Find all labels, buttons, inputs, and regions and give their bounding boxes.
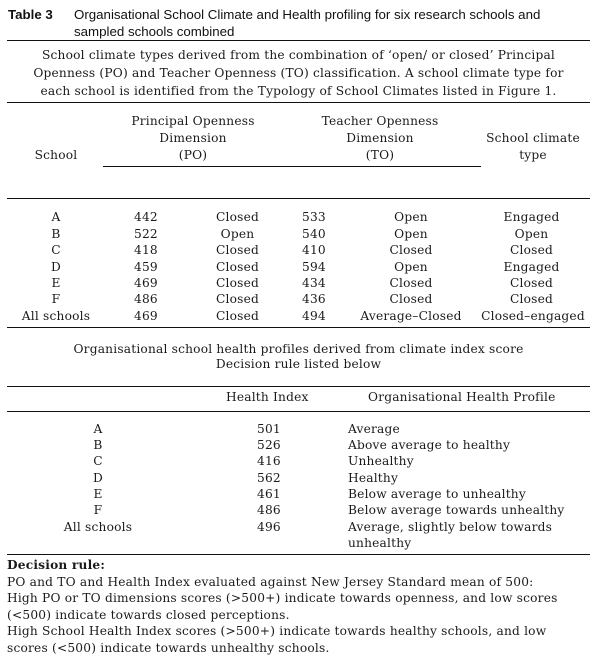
cell-to-class: Closed <box>389 243 433 257</box>
cell-school: All schools <box>63 520 133 534</box>
table-row-total <box>0 309 605 325</box>
header-type-line: type <box>519 148 547 162</box>
cell-po-score: 459 <box>134 260 158 274</box>
cell-po-class: Closed <box>215 292 260 306</box>
header-health-profile: Organisational Health Profile <box>368 390 556 404</box>
cell-school: A <box>51 210 61 224</box>
header-po-line: (PO) <box>178 148 208 162</box>
cell-climate-type: Engaged <box>503 260 560 274</box>
table-row <box>0 292 605 308</box>
cell-to-class: Average–Closed <box>360 309 462 323</box>
cell-climate-type: Closed <box>509 292 554 306</box>
cell-po-class: Open <box>220 227 255 241</box>
cell-po-class: Closed <box>215 210 260 224</box>
cell-to-score: 436 <box>302 292 326 306</box>
climate-caption-line: each school is identified from the Typology of School Climates listed in Figure 1. <box>40 84 557 98</box>
cell-health-index: 486 <box>257 503 281 517</box>
cell-school: E <box>93 487 103 501</box>
cell-po-class: Closed <box>215 276 260 290</box>
cell-health-profile: Below average to unhealthy <box>348 487 526 501</box>
table-row <box>0 471 605 487</box>
cell-school: C <box>93 454 103 468</box>
cell-health-profile-continued: unhealthy <box>348 536 412 550</box>
cell-to-score: 494 <box>302 309 326 323</box>
cell-to-class: Closed <box>389 292 433 306</box>
table-row <box>0 210 605 226</box>
cell-climate-type: Engaged <box>503 210 560 224</box>
decision-rule-line: High School Health Index scores (>500+) indicate towards healthy schools, and low <box>7 624 547 638</box>
header-school: School <box>34 148 78 162</box>
decision-rule-line: High PO or TO dimensions scores (>500+) indicate towards openness, and low scores <box>7 591 558 605</box>
cell-to-score: 434 <box>302 276 326 290</box>
table-row <box>0 487 605 503</box>
table-row <box>0 454 605 470</box>
po-to-subheader-rule <box>103 166 481 167</box>
climate-caption <box>7 46 590 100</box>
cell-school: F <box>51 292 61 306</box>
cell-health-profile: Above average to healthy <box>348 438 511 452</box>
climate-header-bottom-rule <box>7 198 590 199</box>
health-caption <box>7 342 590 372</box>
table-row <box>0 503 605 519</box>
cell-climate-type: Closed–engaged <box>481 309 585 323</box>
cell-climate-type: Closed <box>509 243 554 257</box>
cell-health-index: 461 <box>257 487 281 501</box>
cell-school: D <box>51 260 61 274</box>
title-divider <box>7 40 590 41</box>
cell-school: All schools <box>21 309 91 323</box>
cell-po-score: 418 <box>134 243 158 257</box>
cell-health-index: 562 <box>257 471 281 485</box>
cell-school: C <box>51 243 61 257</box>
decision-rule-line: PO and TO and Health Index evaluated against New Jersey Standard mean of 500: <box>7 574 534 589</box>
cell-to-class: Closed <box>389 276 433 290</box>
header-to-line: Teacher Openness <box>321 114 439 128</box>
cell-po-class: Closed <box>215 309 260 323</box>
cell-health-profile: Below average towards unhealthy <box>348 503 565 517</box>
table-row <box>0 422 605 438</box>
climate-caption-line: School climate types derived from the combination of ‘open/ or closed’ Principal <box>41 48 556 62</box>
cell-climate-type: Open <box>514 227 549 241</box>
cell-school: F <box>93 503 103 517</box>
header-to-line: (TO) <box>365 148 395 162</box>
decision-rule-line: (<500) indicate towards closed perceptions. <box>7 607 290 622</box>
table-row <box>0 243 605 259</box>
climate-caption-line: Openness (PO) and Teacher Openness (TO) classification. A school climate type for <box>33 66 564 80</box>
cell-health-profile: Average <box>348 422 400 436</box>
cell-school: E <box>51 276 61 290</box>
table-row <box>0 438 605 454</box>
cell-health-index: 501 <box>257 422 281 436</box>
table-row <box>0 260 605 276</box>
cell-to-class: Open <box>394 227 428 241</box>
climate-table-top-rule <box>7 102 590 103</box>
cell-health-profile: Healthy <box>348 471 399 485</box>
health-header-bottom-rule <box>7 411 590 412</box>
table-row <box>0 276 605 292</box>
header-to-line: Dimension <box>346 131 414 145</box>
header-to <box>290 113 470 164</box>
climate-table-bottom-rule <box>7 327 590 328</box>
health-caption-line: Organisational school health profiles derived from climate index score <box>73 342 524 356</box>
cell-school: B <box>51 227 61 241</box>
table-label: Table 3 <box>8 7 53 22</box>
health-table-bottom-rule <box>7 554 590 555</box>
cell-po-score: 486 <box>134 292 158 306</box>
health-caption-line: Decision rule listed below <box>215 357 382 371</box>
health-table-top-rule <box>7 386 590 387</box>
decision-rule <box>7 557 595 656</box>
cell-to-score: 410 <box>302 243 326 257</box>
cell-climate-type: Closed <box>509 276 554 290</box>
cell-po-class: Closed <box>215 243 260 257</box>
cell-to-score: 594 <box>302 260 326 274</box>
cell-po-score: 469 <box>134 276 158 290</box>
cell-health-index: 496 <box>257 520 281 534</box>
cell-health-profile: Average, slightly below towards <box>348 520 553 534</box>
cell-po-class: Closed <box>215 260 260 274</box>
cell-school: B <box>93 438 103 452</box>
table-row-total <box>0 520 605 550</box>
header-type-line: School climate <box>486 131 580 145</box>
table-row <box>0 227 605 243</box>
cell-to-score: 533 <box>302 210 326 224</box>
cell-to-class: Open <box>394 260 428 274</box>
decision-rule-line: scores (<500) indicate towards unhealthy schools. <box>7 640 330 655</box>
table-title-line-2: sampled schools combined <box>74 24 235 39</box>
header-po-line: Principal Openness <box>131 114 255 128</box>
decision-rule-heading: Decision rule: <box>7 558 106 572</box>
table-title <box>8 6 598 40</box>
cell-school: D <box>93 471 103 485</box>
cell-to-class: Open <box>394 210 428 224</box>
header-climate-type <box>478 130 588 164</box>
cell-health-profile: Unhealthy <box>348 454 414 468</box>
cell-po-score: 442 <box>134 210 158 224</box>
cell-school: A <box>93 422 103 436</box>
cell-po-score: 469 <box>134 309 158 323</box>
cell-to-score: 540 <box>302 227 326 241</box>
header-health-index: Health Index <box>226 390 309 404</box>
header-po <box>103 113 283 164</box>
header-po-line: Dimension <box>159 131 227 145</box>
cell-health-index: 416 <box>257 454 281 468</box>
cell-health-index: 526 <box>257 438 281 452</box>
table-title-line-1: Organisational School Climate and Health profiling for six research schools and <box>74 7 541 22</box>
cell-po-score: 522 <box>134 227 158 241</box>
